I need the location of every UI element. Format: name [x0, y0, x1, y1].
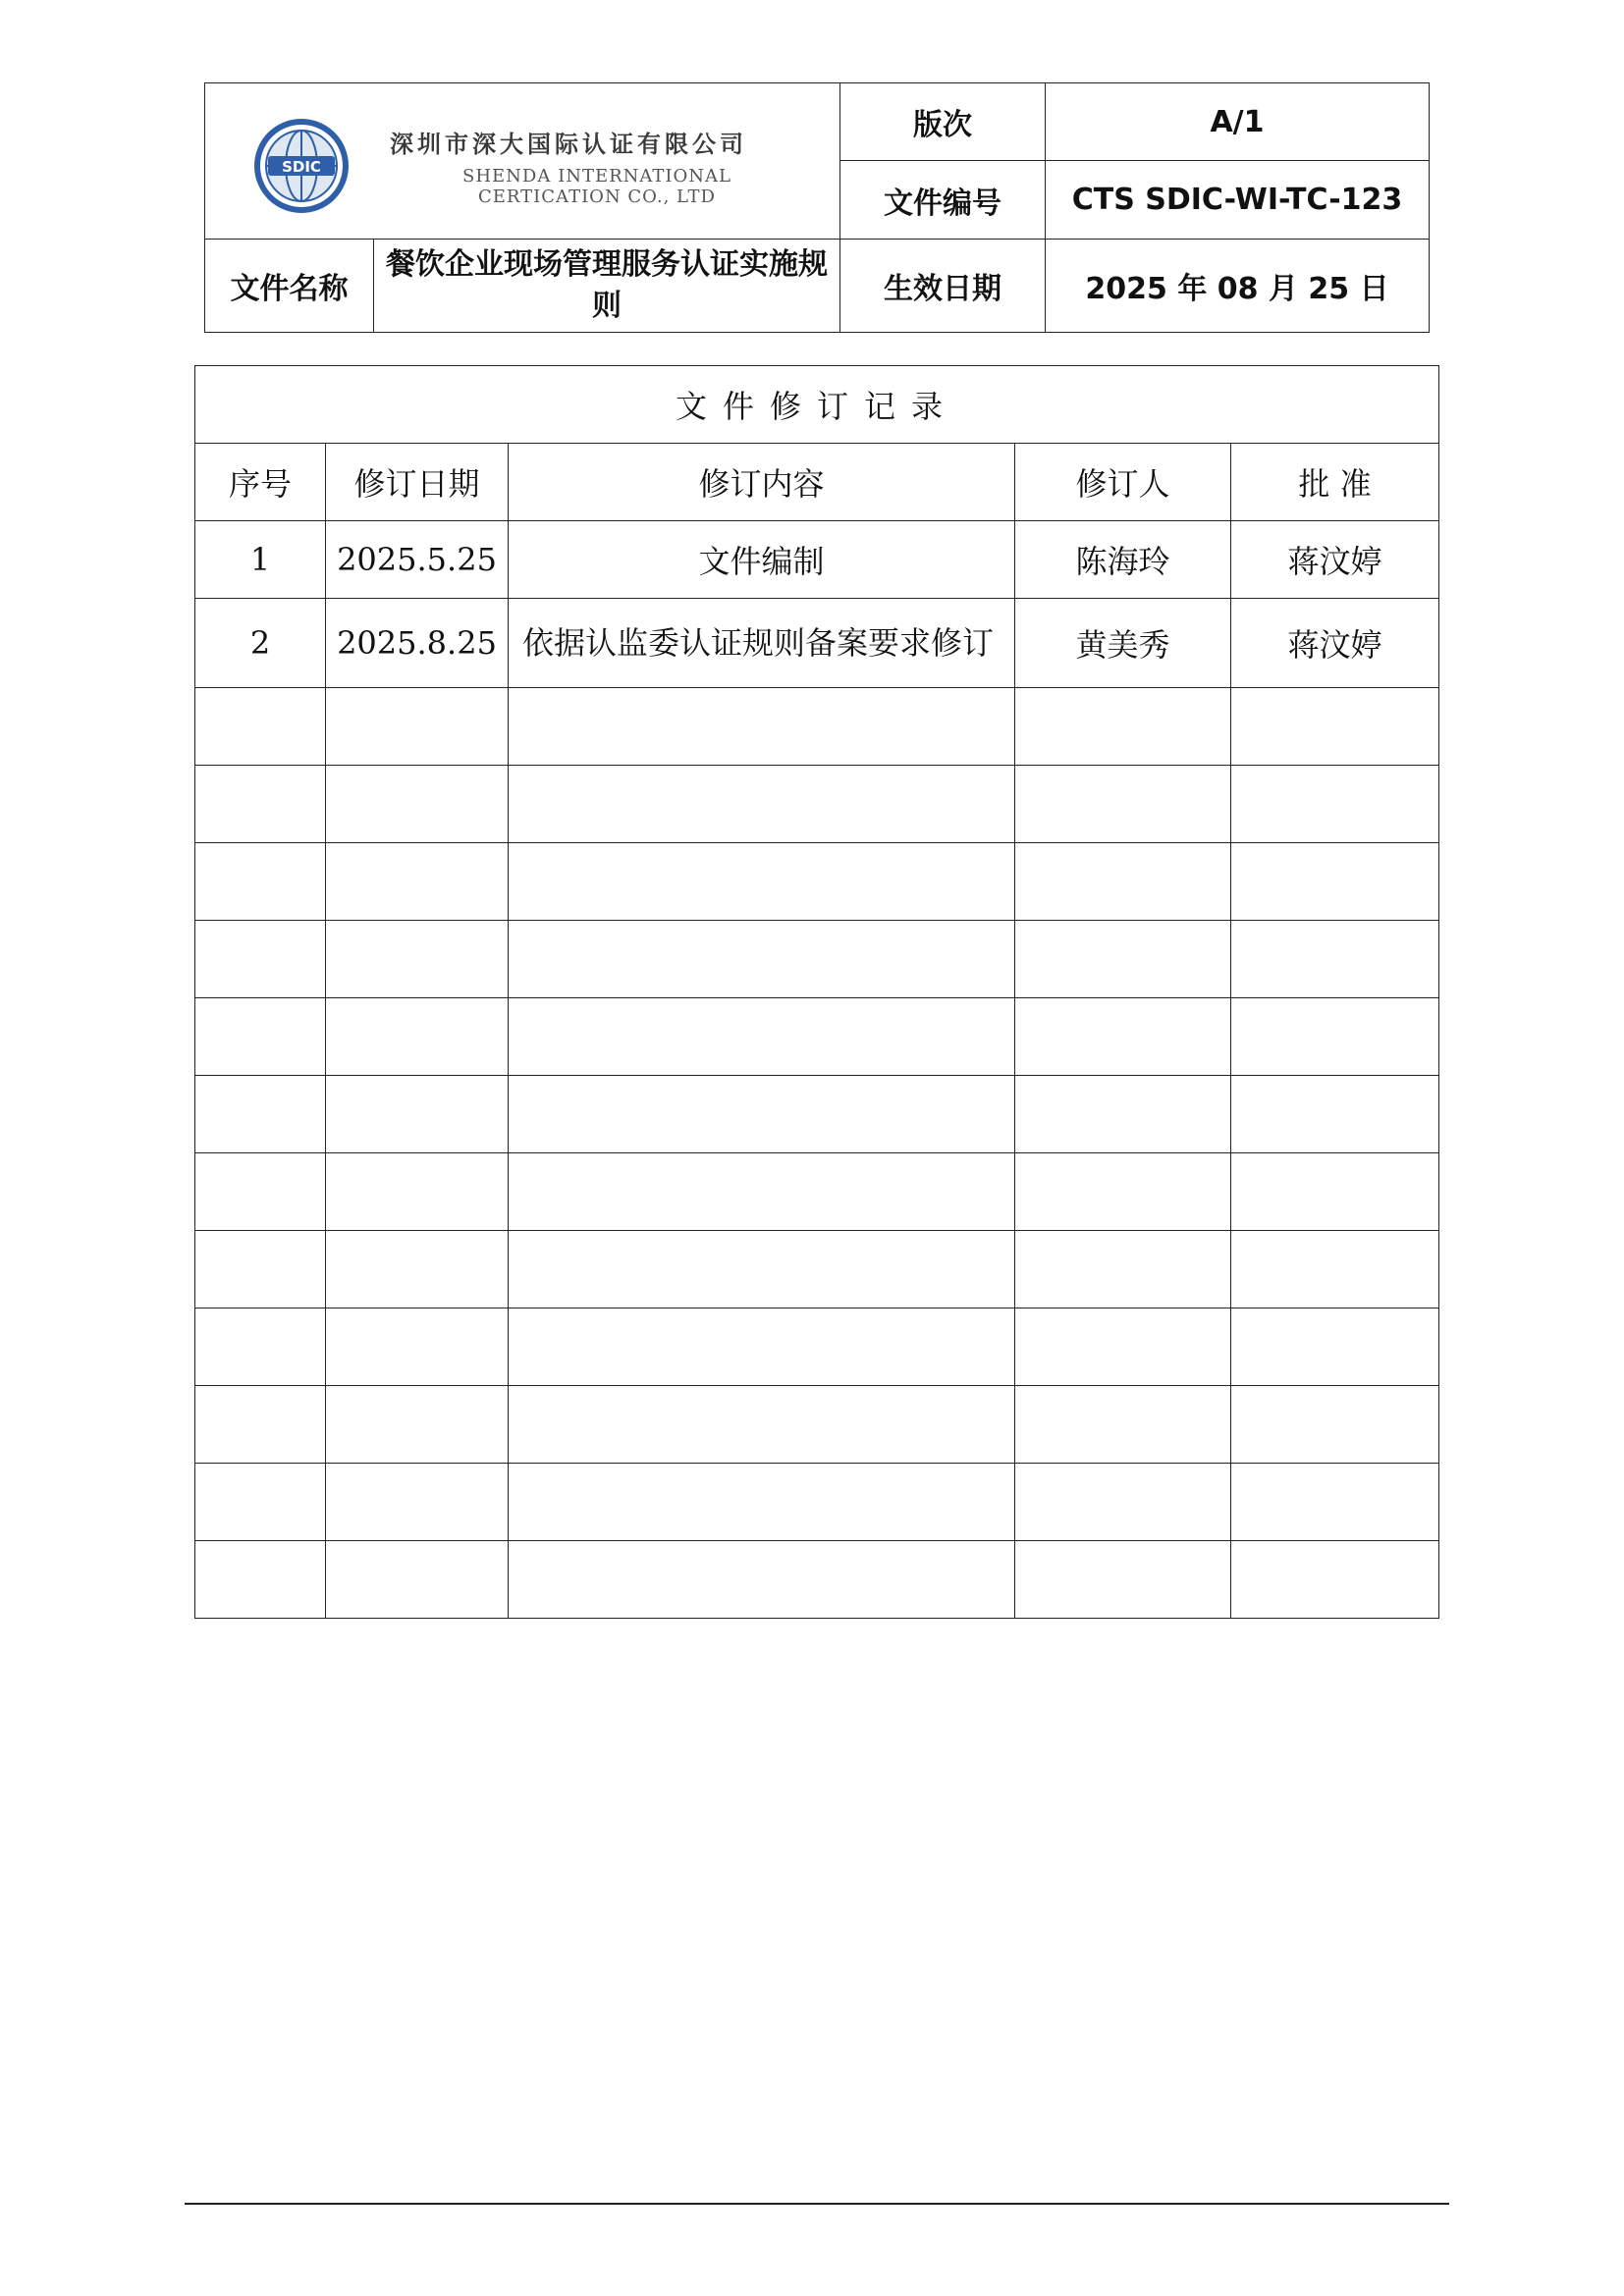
col-header-no: 序号 [195, 444, 326, 521]
empty-row [195, 1308, 1439, 1386]
company-name-cn: 深圳市深大国际认证有限公司 [390, 131, 747, 158]
doc-name-value: 餐饮企业现场管理服务认证实施规则 [374, 240, 840, 333]
row-content: 依据认监委认证规则备案要求修订 [509, 599, 1015, 688]
version-value: A/1 [1046, 83, 1430, 161]
empty-row [195, 921, 1439, 998]
company-logo [252, 117, 802, 215]
empty-row [195, 998, 1439, 1076]
revision-record-table [194, 365, 1439, 1619]
row-content: 文件编制 [509, 521, 1015, 599]
empty-row [195, 1153, 1439, 1231]
row-date: 2025.5.25 [326, 521, 509, 599]
col-header-editor: 修订人 [1015, 444, 1231, 521]
revision-header-row [195, 444, 1439, 521]
empty-row [195, 1076, 1439, 1153]
empty-row [195, 766, 1439, 843]
empty-row [195, 1541, 1439, 1619]
empty-row [195, 688, 1439, 766]
row-date: 2025.8.25 [326, 599, 509, 688]
col-header-approver: 批 准 [1231, 444, 1439, 521]
row-no: 1 [195, 521, 326, 599]
empty-row [195, 1464, 1439, 1541]
empty-row [195, 1386, 1439, 1464]
company-name-en: SHENDA INTERNATIONAL CERTICATION CO., LTD [462, 166, 731, 207]
revision-table-title: 文件修订记录 [195, 366, 1439, 444]
doc-number-label: 文件编号 [840, 161, 1046, 240]
table-row [195, 599, 1439, 688]
empty-row [195, 843, 1439, 921]
row-no: 2 [195, 599, 326, 688]
version-label: 版次 [840, 83, 1046, 161]
col-header-date: 修订日期 [326, 444, 509, 521]
footer-divider [185, 2203, 1449, 2205]
col-header-content: 修订内容 [509, 444, 1015, 521]
row-approver: 蒋汶婷 [1231, 521, 1439, 599]
logo-text: SDIC [282, 158, 321, 176]
doc-number-value: CTS SDIC-WI-TC-123 [1046, 161, 1430, 240]
table-row [195, 521, 1439, 599]
row-editor: 黄美秀 [1015, 599, 1231, 688]
effective-date-label: 生效日期 [840, 240, 1046, 333]
company-logo-cell [205, 83, 840, 240]
row-editor: 陈海玲 [1015, 521, 1231, 599]
empty-row [195, 1231, 1439, 1308]
effective-date-value: 2025 年 08 月 25 日 [1046, 240, 1430, 333]
doc-name-label: 文件名称 [205, 240, 374, 333]
sdic-globe-icon [252, 117, 380, 215]
row-approver: 蒋汶婷 [1231, 599, 1439, 688]
document-header-table [204, 82, 1430, 333]
